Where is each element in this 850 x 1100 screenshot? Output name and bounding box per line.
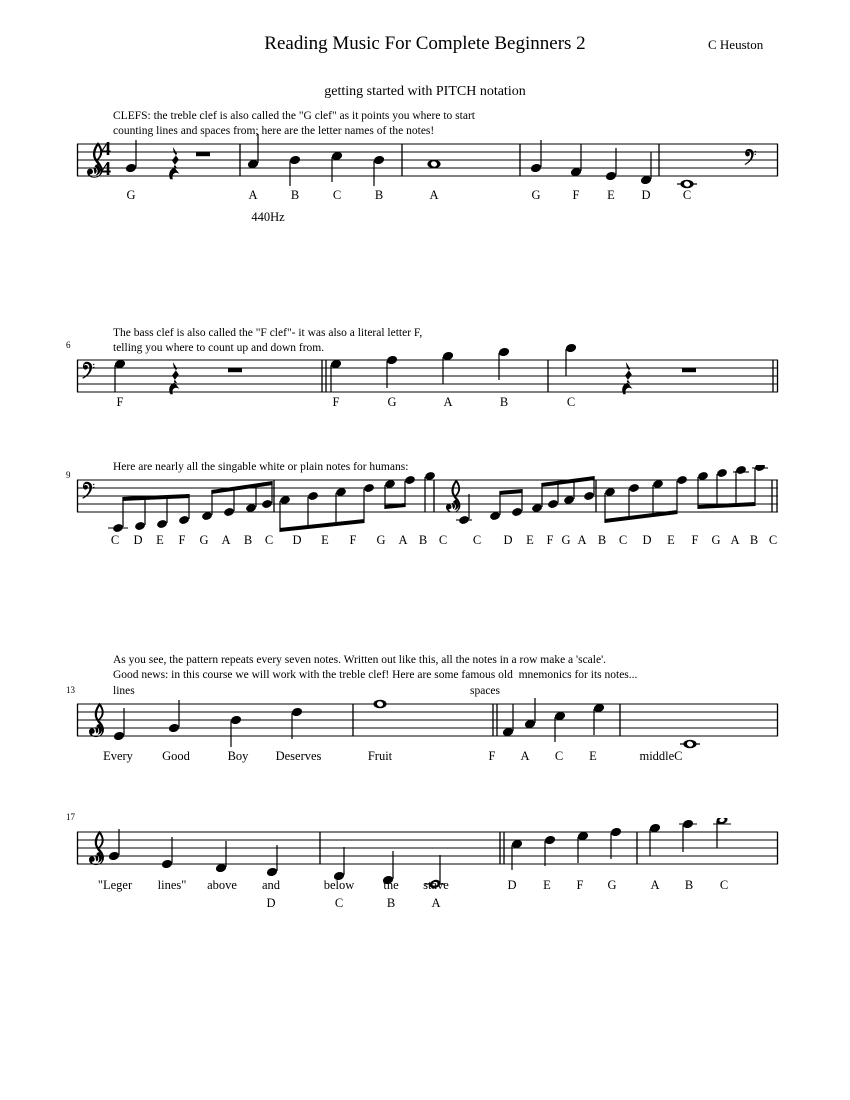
note-A-whole xyxy=(427,160,440,169)
lyric-s1-3: C xyxy=(332,188,342,202)
page-title: Reading Music For Complete Beginners 2 xyxy=(264,33,586,54)
beam-group-8 xyxy=(697,465,768,509)
beam-group-2 xyxy=(201,481,273,521)
sub-lyric-s5-2: B xyxy=(386,896,396,910)
lyric-s3-2: E xyxy=(156,533,164,547)
lyric-s3-21: B xyxy=(597,533,607,547)
note-B xyxy=(230,715,242,747)
lyric-s3-22: C xyxy=(618,533,628,547)
lyric-s5-5: the xyxy=(383,878,399,892)
lyric-s3-9: E xyxy=(321,533,329,547)
system-1-staff xyxy=(0,120,850,230)
lyric-s2-3: A xyxy=(443,395,453,409)
measure-number-17: 17 xyxy=(66,812,75,822)
lyric-s1-440hz: 440Hz xyxy=(251,210,285,224)
lyric-s3-5: A xyxy=(221,533,231,547)
lyric-s5-2: above xyxy=(207,878,237,892)
note-C xyxy=(565,343,577,376)
annotation-bass-line2: telling you where to count up and down from. xyxy=(113,342,325,354)
lyric-s5-12: B xyxy=(684,878,694,892)
lyric-s3-29: C xyxy=(768,533,778,547)
lyric-s3-26: G xyxy=(711,533,721,547)
lyric-s3-12: A xyxy=(398,533,408,547)
note-E xyxy=(605,148,617,181)
note-A xyxy=(524,698,536,729)
note-F xyxy=(114,359,126,392)
beam-group-4 xyxy=(384,471,436,512)
lyric-s3-19: G xyxy=(561,533,571,547)
lyric-s3-23: D xyxy=(642,533,652,547)
note-E xyxy=(113,708,125,741)
lyric-s5-3: and xyxy=(261,878,281,892)
time-signature-lower: 4 xyxy=(101,158,111,180)
note-C xyxy=(554,711,566,742)
note-C-2-half xyxy=(713,818,731,848)
note-A xyxy=(442,351,454,384)
lyric-s1-6: G xyxy=(531,188,541,202)
lyric-s3-17: E xyxy=(526,533,534,547)
annotation-clefs-line2: counting lines and spaces from; here are the letter names of the notes! xyxy=(113,125,435,137)
lyric-s1-5: A xyxy=(429,188,439,202)
note-middle-C-whole xyxy=(677,180,697,189)
note-G xyxy=(125,140,137,173)
lyric-s3-0: C xyxy=(110,533,120,547)
note-B xyxy=(498,347,510,380)
lyric-s4-4: Fruit xyxy=(367,749,393,763)
page-subtitle: getting started with PITCH notation xyxy=(324,84,526,99)
note-A xyxy=(266,845,278,877)
lyric-s3-4: G xyxy=(199,533,209,547)
note-C xyxy=(215,841,227,873)
lyric-s5-9: F xyxy=(576,878,584,892)
lyric-s2-0: F xyxy=(116,395,124,409)
system-1 xyxy=(0,120,850,230)
lyric-s3-6: B xyxy=(243,533,253,547)
note-F xyxy=(570,144,582,177)
measure-number-9: 9 xyxy=(66,470,71,480)
sub-lyric-s5-1: C xyxy=(334,896,344,910)
lyric-s3-20: A xyxy=(577,533,587,547)
note-D xyxy=(511,839,523,870)
lyric-s3-1: D xyxy=(133,533,143,547)
lyric-s1-10: C xyxy=(682,188,692,202)
half-rest xyxy=(196,152,210,156)
lyric-s4-8: E xyxy=(589,749,597,763)
lyric-s3-14: C xyxy=(438,533,448,547)
note-F-2 xyxy=(330,359,342,392)
lyric-s5-1: lines" xyxy=(157,878,187,892)
lyric-s3-24: E xyxy=(667,533,675,547)
lyric-s5-0: "Leger xyxy=(97,878,133,892)
lyric-s1-2: B xyxy=(290,188,300,202)
measure-number-13: 13 xyxy=(66,685,75,695)
lyric-s4-6: A xyxy=(520,749,530,763)
beam-group-7 xyxy=(604,475,688,523)
lyric-s5-8: E xyxy=(543,878,551,892)
note-B xyxy=(289,155,301,186)
note-G xyxy=(168,700,180,733)
lyric-s1-9: D xyxy=(641,188,651,202)
note-C xyxy=(331,151,343,182)
quarter-rest xyxy=(169,362,179,394)
label-spaces: spaces xyxy=(470,685,501,697)
lyric-s4-3: Deserves xyxy=(275,749,322,763)
lyric-s1-4: B xyxy=(374,188,384,202)
sub-lyric-s5-0: D xyxy=(266,896,276,910)
lyric-s5-11: A xyxy=(650,878,660,892)
note-E-2 xyxy=(593,703,605,735)
lyric-s4-5: F xyxy=(488,749,496,763)
lyric-s2-5: C xyxy=(566,395,576,409)
annotation-clefs-line1: CLEFS: the treble clef is also called the "G clef" as it points you where to start xyxy=(113,110,475,122)
lyric-s3-28: B xyxy=(749,533,759,547)
half-rest xyxy=(228,368,242,372)
note-F xyxy=(502,704,514,737)
lyric-s3-15: C xyxy=(472,533,482,547)
lyric-s4-1: Good xyxy=(162,749,190,763)
lyric-s3-8: D xyxy=(292,533,302,547)
lyric-s5-13: C xyxy=(719,878,729,892)
lyric-s1-8: E xyxy=(607,188,615,202)
annotation-pattern-line2: Good news: in this course we will work with the treble clef! Here are some famous old mnemonics for its notes... xyxy=(113,669,638,681)
lyric-s2-1: F xyxy=(332,395,340,409)
time-signature-upper: 4 xyxy=(101,138,111,160)
note-G xyxy=(108,829,120,861)
lyric-s4-9: middleC xyxy=(639,749,683,763)
beam-group-6 xyxy=(531,476,595,513)
annotation-singable: Here are nearly all the singable white or plain notes for humans: xyxy=(113,461,409,473)
lyric-s3-10: F xyxy=(349,533,357,547)
label-lines: lines xyxy=(113,685,135,697)
lyric-s3-16: D xyxy=(503,533,513,547)
note-F-whole xyxy=(373,700,386,709)
composer-credit: C Heuston xyxy=(708,37,764,52)
note-G xyxy=(386,355,398,388)
note-D xyxy=(640,152,652,185)
lyric-s2-4: B xyxy=(499,395,509,409)
note-F xyxy=(577,831,589,863)
lyric-s1-0: G xyxy=(126,188,136,202)
note-D xyxy=(291,707,303,739)
measure-number-6: 6 xyxy=(66,340,71,350)
lyric-s2-2: G xyxy=(387,395,397,409)
lyric-s1-1: A xyxy=(248,188,258,202)
note-A-2 xyxy=(649,823,661,856)
lyric-s3-3: F xyxy=(178,533,186,547)
lyric-s3-13: B xyxy=(418,533,428,547)
lyric-s3-25: F xyxy=(691,533,699,547)
quarter-rest-2 xyxy=(622,362,632,394)
lyric-s3-27: A xyxy=(730,533,740,547)
lyric-s3-18: F xyxy=(546,533,554,547)
lyric-s5-4: below xyxy=(323,878,355,892)
note-E xyxy=(161,837,173,869)
annotation-pattern-line1: As you see, the pattern repeats every seven notes. Written out like this, all the notes in a row make a 'scale'. xyxy=(113,654,607,666)
lyric-s3-7: C xyxy=(264,533,274,547)
annotation-bass-line1: The bass clef is also called the "F clef"- it was also a literal letter F, xyxy=(113,327,423,339)
beam-group-1 xyxy=(108,494,190,533)
lyric-s4-2: Boy xyxy=(227,749,249,763)
note-G-2 xyxy=(610,827,622,859)
lyric-s5-7: D xyxy=(507,878,517,892)
note-E-2 xyxy=(544,835,556,866)
lyric-s3-11: G xyxy=(376,533,386,547)
sub-lyric-s5-3: A xyxy=(431,896,441,910)
lyric-s5-10: G xyxy=(607,878,617,892)
beam-group-5 xyxy=(489,489,523,521)
note-B-2 xyxy=(373,155,385,186)
half-rest-2 xyxy=(682,368,696,372)
bass-clef-icon xyxy=(745,149,756,165)
lyric-s5-6: stave xyxy=(423,878,449,892)
beam-group-3 xyxy=(279,483,375,532)
lyric-s4-7: C xyxy=(554,749,564,763)
note-B-2 xyxy=(679,819,697,852)
note-G-2 xyxy=(530,140,542,173)
lyric-s4-0: Every xyxy=(103,749,133,763)
note-middle-C-whole xyxy=(680,740,700,749)
lyric-s1-7: F xyxy=(572,188,580,202)
